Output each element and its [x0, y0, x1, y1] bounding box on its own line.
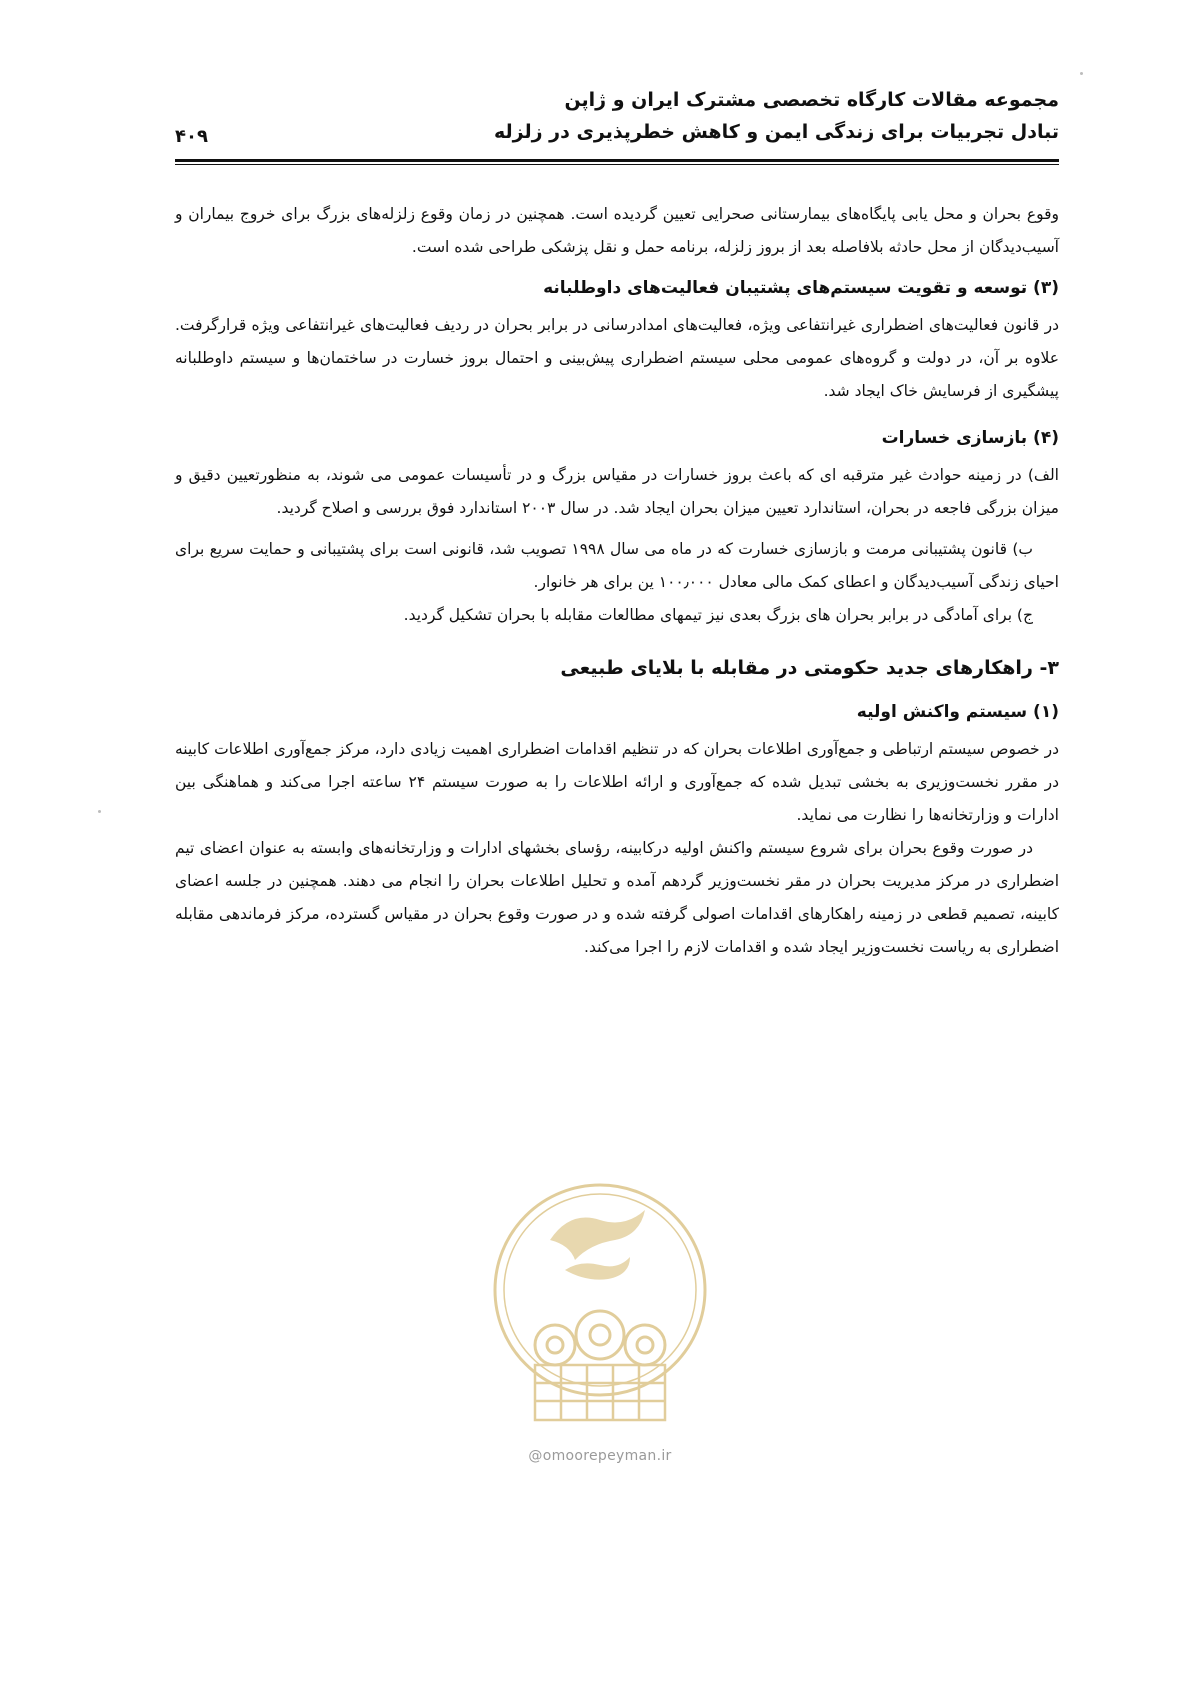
subsection-4-heading: (۴) بازسازی خسارات — [881, 428, 1059, 448]
proceedings-subtitle: تبادل تجربیات برای زندگی ایمن و کاهش خطرپذیری در زلزله — [494, 121, 1059, 143]
header-titles — [494, 84, 1059, 148]
watermark-url: @omoorepeyman.ir — [528, 1448, 672, 1464]
section-3-heading: ۳- راهکارهای جدید حکومتی در مقابله با بلایای طبیعی — [560, 657, 1059, 679]
section-3-subsection-1-heading: (۱) سیستم واکنش اولیه — [856, 702, 1059, 722]
section-3-paragraph-1: در خصوص سیستم ارتباطی و جمع‌آوری اطلاعات بحران که در تنظیم اقدامات اضطراری اهمیت زیادی دارد، مرکز جمع‌آوری اطلاعات کابینه در مقرر نخست‌وزیری به بخشی تبدیل شده که جمع‌آوری و ارائه اطلاعات را به صورت سیستم ۲۴ ساعته اجرا می‌کند و هماهنگی بین ادارات و وزارتخانه‌ها را نظارت می نماید. — [175, 740, 1059, 824]
subsection-4-item-b: ب) قانون پشتیبانی مرمت و بازسازی خسارت که در ماه می سال ۱۹۹۸ تصویب شد، قانونی است برای پشتیبانی و حمایت سریع برای احیای زندگی آسیب‌دیدگان و اعطای کمک مالی معادل ۱۰۰٫۰۰۰ ین برای هر خانوار. — [175, 540, 1059, 591]
proceedings-title: مجموعه مقالات کارگاه تخصصی مشترک ایران و ژاپن — [564, 89, 1059, 111]
watermark-logo — [480, 1170, 720, 1440]
header-divider — [175, 159, 1059, 165]
running-header — [175, 84, 1059, 164]
article-body — [175, 198, 1059, 964]
scan-mark — [1080, 72, 1083, 75]
intro-paragraph: وقوع بحران و محل یابی پایگاه‌های بیمارستانی صحرایی تعیین گردیده است. همچنین در زمان وقوع زلزله‌های بزرگ برای خروج بیماران و آسیب‌دیدگان از محل حادثه بلافاصله بعد از بروز زلزله، برنامه حمل و نقل پزشکی طراحی شده است. — [175, 205, 1059, 256]
scan-mark — [98, 810, 101, 813]
spacer — [175, 525, 1059, 533]
subsection-4-item-a: الف) در زمینه حوادث غیر مترقبه ای که باعث بروز خسارات در مقیاس بزرگ و در تأسیسات عمومی می شوند، به منظورتعیین دقیق و میزان بزرگی فاجعه در بحران، استاندارد تعیین میزان بحران ایجاد شد. در سال ۲۰۰۳ استاندارد فوق بررسی و اصلاح گردید. — [175, 466, 1059, 517]
page-number: ۴۰۹ — [175, 126, 208, 147]
subsection-4-item-c: ج) برای آمادگی در برابر بحران های بزرگ بعدی نیز تیمهای مطالعات مقابله با بحران تشکیل گردید. — [403, 606, 1033, 624]
subsection-3-heading: (۳) توسعه و تقویت سیستم‌های پشتیبان فعالیت‌های داوطلبانه — [543, 278, 1059, 298]
section-3-paragraph-2: در صورت وقوع بحران برای شروع سیستم واکنش اولیه درکابینه، رؤسای بخشهای ادارات و وزارتخانه‌های وابسته به عنوان اعضای تیم اضطراری در مرکز مدیریت بحران در مقر نخست‌وزیر گردهم آمده و تحلیل اطلاعات بحران را انجام می دهند. همچنین در جلسه اعضای کابینه، تصمیم قطعی در زمینه راهکارهای اقدامات اصولی گرفته شده و در صورت وقوع بحران در مقیاس گسترده، مرکز فرماندهی مقابله اضطراری به ریاست نخست‌وزیر ایجاد شده و اقدامات لازم را اجرا می‌کند. — [175, 839, 1059, 956]
subsection-3-paragraph: در قانون فعالیت‌های اضطراری غیرانتفاعی ویژه، فعالیت‌های امدادرسانی در برابر بحران در ردیف فعالیت‌های غیرانتفاعی ویژه قرارگرفت. علاوه بر آن، در دولت و گروه‌های عمومی محلی سیستم اضطراری پیش‌بینی و احتمال بروز خسارت در ساختمان‌ها و سیستم داوطلبانه پیشگیری از فرسایش خاک ایجاد شد. — [175, 316, 1059, 400]
